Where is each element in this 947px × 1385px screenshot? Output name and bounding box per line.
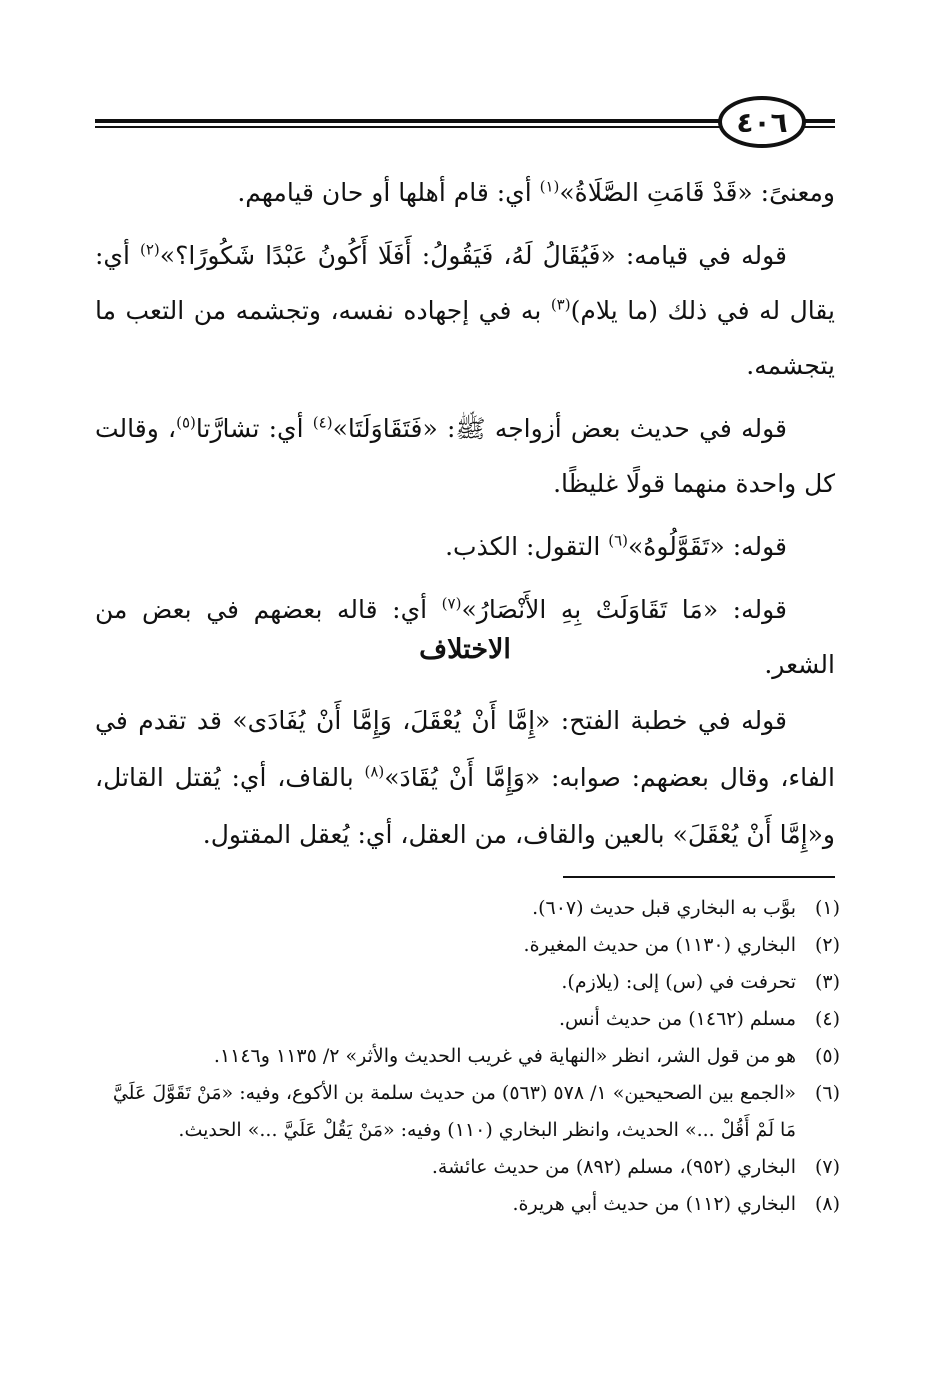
footnote-ref-3: (٣) — [550, 295, 571, 314]
footnote-text: تحرفت في (س) إلى: (يلازم). — [561, 971, 796, 993]
section-text — [95, 692, 835, 863]
paragraph-4 — [95, 519, 835, 574]
footnote-text: «الجمع بين الصحيحين» ١/ ٥٧٨ (٥٦٣) من حديث سلمة بن الأكوع، وفيه: «مَنْ تَقَوَّلَ عَلَيَّ مَا لَمْ أَقُلْ ...» الحديث، وانظر البخاري (١١٠) وفيه: «مَنْ يَقُلْ عَلَيَّ ...» الحديث. — [112, 1082, 796, 1141]
footnote-number: (٨) — [814, 1193, 840, 1215]
paragraph-2-rest: به في إجهاده نفسه، وتجشمه من التعب ما يتجشمه. — [95, 296, 835, 380]
footnote-text: مسلم (١٤٦٢) من حديث أنس. — [558, 1008, 796, 1030]
section-paragraph-rest: بالقاف، أي: يُقتل القاتل، و«إِمَّا أَنْ يُعْقَلَ» بالعين والقاف، من العقل، أي: يُعقل المقتول. — [95, 763, 835, 849]
page-number: ٤٠٦ — [736, 105, 788, 139]
footnote-ref-2: (٢) — [140, 240, 160, 259]
footnote-text: بوَّب به البخاري قبل حديث (٦٠٧). — [532, 897, 796, 919]
paragraph-3-text: أي: تشارَّتا — [195, 414, 313, 443]
paragraph-5-text: أي: قاله بعضهم في بعض من الشعر. — [95, 595, 835, 679]
footnote-item — [95, 964, 840, 1001]
footnote-item — [95, 1075, 840, 1149]
main-text — [95, 165, 835, 700]
footnote-item — [95, 1149, 840, 1186]
footnote-item — [95, 890, 840, 927]
paragraph-2-quote: قوله في قيامه: «فَيُقَالُ لَهُ، فَيَقُولُ: أَفَلَا أَكُونُ عَبْدًا شَكُورًا؟» — [159, 241, 787, 270]
footnote-number: (٦) — [814, 1082, 840, 1104]
footnote-ref-4: (٤) — [312, 413, 333, 432]
page-number-oval — [718, 96, 806, 148]
footnote-number: (١) — [814, 897, 840, 919]
footnote-text: البخاري (١١٣٠) من حديث المغيرة. — [523, 934, 796, 956]
footnote-item — [95, 1001, 840, 1038]
footnote-separator — [563, 876, 835, 878]
section-paragraph-text: قوله في خطبة الفتح: «إِمَّا أَنْ يُعْقَلَ، وَإِمَّا أَنْ يُفَادَى» قد تقدم في الفاء، وقال بعضهم: صوابه: «وَإِمَّا أَنْ يُقَادَ» — [95, 706, 835, 792]
paragraph-5-quote: قوله: «مَا تَقَاوَلَتْ بِهِ الأَنْصَارُ» — [461, 595, 787, 624]
footnote-ref-5: (٥) — [176, 413, 196, 432]
footnote-ref-1: (١) — [539, 177, 560, 196]
section-paragraph — [95, 692, 835, 863]
section-heading: الاختلاف — [419, 634, 511, 665]
paragraph-3 — [95, 401, 835, 511]
paragraph-4-text: التقول: الكذب. — [445, 532, 609, 561]
footnote-ref-6: (٦) — [608, 531, 628, 550]
footnote-number: (٧) — [814, 1156, 840, 1178]
paragraph-2 — [95, 228, 835, 393]
footnote-text: هو من قول الشر، انظر «النهاية في غريب الحديث والأثر» ٢/ ١١٣٥ و١١٤٦. — [213, 1045, 796, 1067]
paragraph-4-quote: قوله: «تَقَوَّلُوهُ» — [628, 532, 787, 561]
footnote-ref-8: (٨) — [364, 762, 385, 781]
footnote-number: (٢) — [814, 934, 840, 956]
footnote-item — [95, 927, 840, 964]
paragraph-1 — [95, 165, 835, 220]
paragraph-3-quote: قوله في حديث بعض أزواجه ﷺ: «فَتَقَاوَلَتَا» — [332, 414, 787, 443]
footnote-item — [95, 1038, 840, 1075]
paragraph-1-text: ومعنىً: «قَدْ قَامَتِ الصَّلَاةُ» — [559, 178, 835, 207]
footnote-text: البخاري (١١٢) من حديث أبي هريرة. — [512, 1193, 796, 1215]
footnote-number: (٤) — [814, 1008, 840, 1030]
footnote-ref-7: (٧) — [441, 594, 462, 613]
paragraph-3-rest: ، وقالت كل واحدة منهما قولًا غليظًا. — [95, 414, 835, 498]
footnote-item — [95, 1186, 840, 1223]
footnote-number: (٥) — [814, 1045, 840, 1067]
footnotes — [95, 890, 840, 1223]
footnote-text: البخاري (٩٥٢)، مسلم (٨٩٢) من حديث عائشة. — [431, 1156, 796, 1178]
footnote-number: (٣) — [814, 971, 840, 993]
paragraph-2-text: أي: يقال له في ذلك (ما يلام) — [95, 241, 835, 325]
paragraph-1-rest: أي: قام أهلها أو حان قيامهم. — [237, 178, 540, 207]
